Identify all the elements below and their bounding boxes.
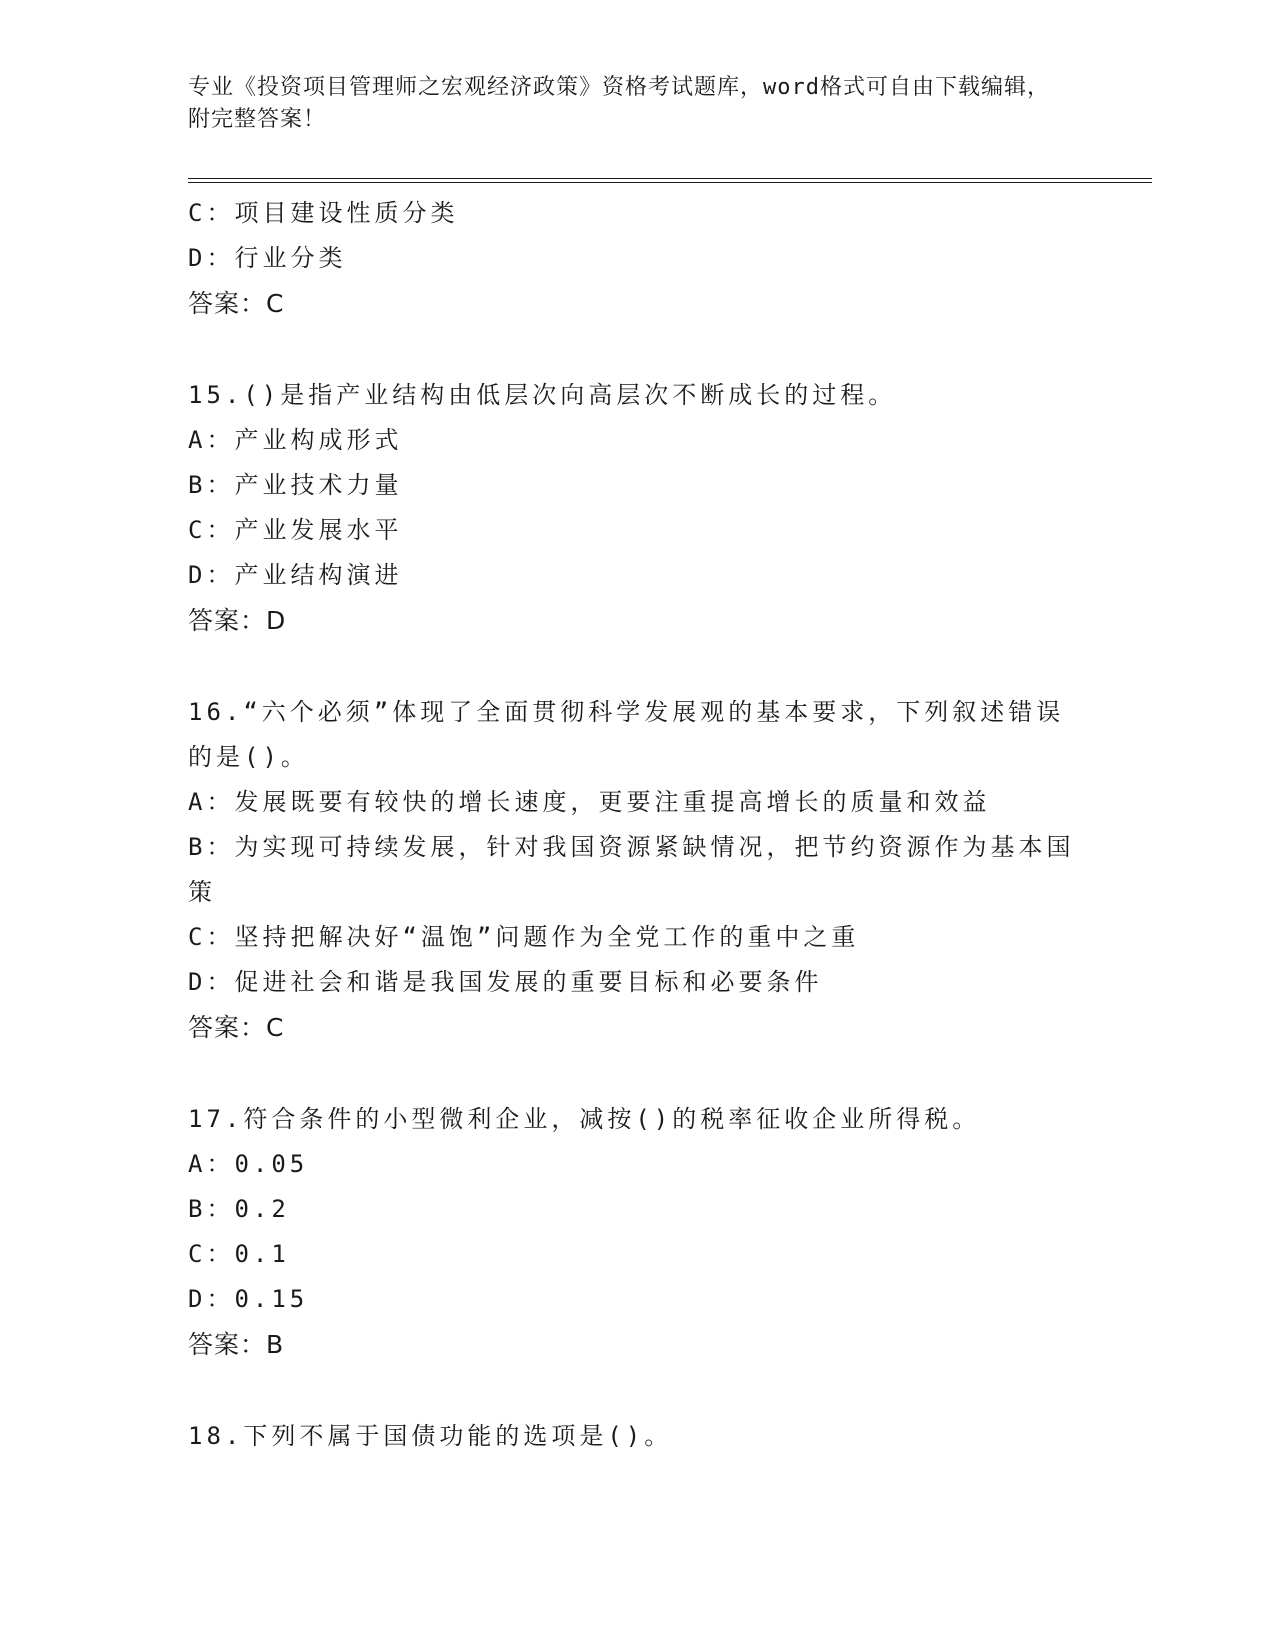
question-stem: 16.“六个必须”体现了全面贯彻科学发展观的基本要求，下列叙述错误的是()。 bbox=[188, 698, 1065, 771]
option-d: D：0.15 bbox=[188, 1285, 309, 1313]
question-stem: 17.符合条件的小型微利企业，减按()的税率征收企业所得税。 bbox=[188, 1105, 981, 1133]
option-a: A：产业构成形式 bbox=[188, 426, 403, 454]
question-gap bbox=[188, 326, 1088, 373]
option-d: D：产业结构演进 bbox=[188, 561, 403, 589]
option-c: C：0.1 bbox=[188, 1240, 290, 1268]
answer-line: 答案：B bbox=[188, 1330, 285, 1359]
option-d: D：促进社会和谐是我国发展的重要目标和必要条件 bbox=[188, 968, 823, 996]
document-header: 专业《投资项目管理师之宏观经济政策》资格考试题库，word格式可自由下载编辑，附完整答案！ bbox=[188, 75, 1050, 132]
option-c: C：产业发展水平 bbox=[188, 516, 403, 544]
question-gap bbox=[188, 1050, 1088, 1097]
option-d: D：行业分类 bbox=[188, 244, 347, 272]
question-stem: 18.下列不属于国债功能的选项是()。 bbox=[188, 1422, 673, 1450]
option-b: B：0.2 bbox=[188, 1195, 290, 1223]
answer-line: 答案：D bbox=[188, 606, 287, 635]
question-block-15 bbox=[188, 373, 1088, 643]
question-block-18 bbox=[188, 1414, 1088, 1459]
question-block-17 bbox=[188, 1097, 1088, 1367]
question-block-16 bbox=[188, 690, 1088, 1050]
option-b: B：产业技术力量 bbox=[188, 471, 403, 499]
header-rule-top bbox=[188, 178, 1152, 179]
answer-line: 答案：C bbox=[188, 289, 285, 318]
question-list bbox=[188, 191, 1088, 1459]
option-c: C：项目建设性质分类 bbox=[188, 199, 459, 227]
question-gap bbox=[188, 643, 1088, 690]
question-block-prev bbox=[188, 191, 1088, 326]
question-stem: 15.()是指产业结构由低层次向高层次不断成长的过程。 bbox=[188, 381, 897, 409]
option-c: C：坚持把解决好“温饱”问题作为全党工作的重中之重 bbox=[188, 923, 860, 951]
option-a: A：发展既要有较快的增长速度，更要注重提高增长的质量和效益 bbox=[188, 788, 991, 816]
header-rule-bottom bbox=[188, 182, 1152, 183]
question-gap bbox=[188, 1367, 1088, 1414]
option-b: B：为实现可持续发展，针对我国资源紧缺情况，把节约资源作为基本国策 bbox=[188, 833, 1075, 906]
option-a: A：0.05 bbox=[188, 1150, 309, 1178]
answer-line: 答案：C bbox=[188, 1013, 285, 1042]
